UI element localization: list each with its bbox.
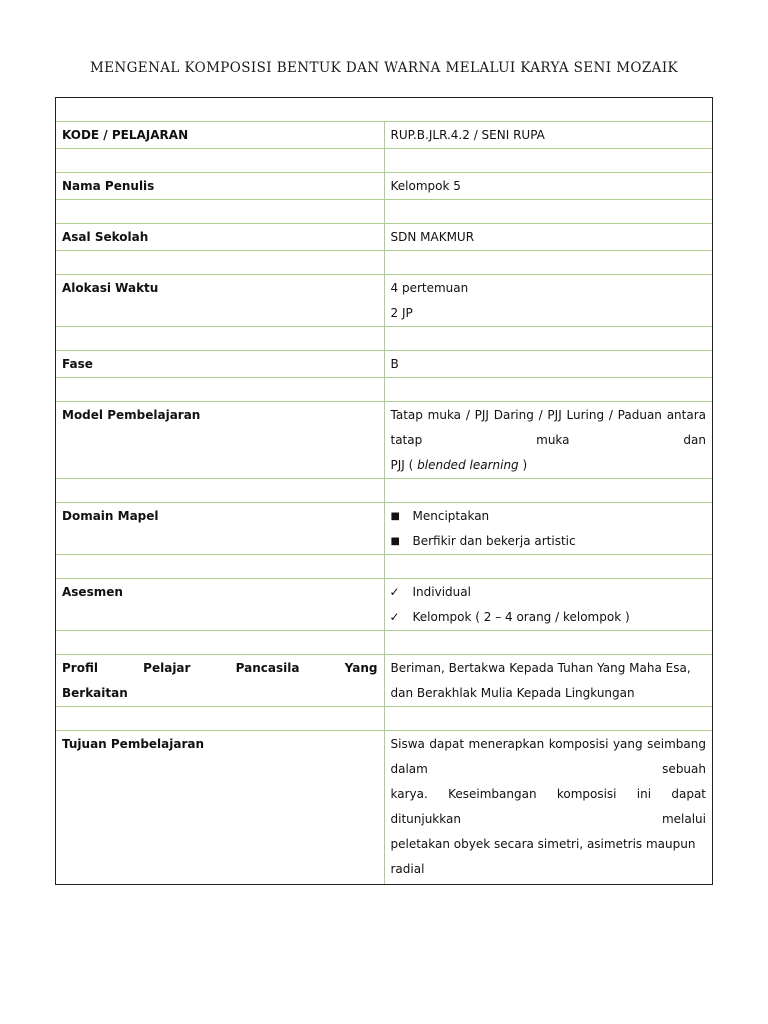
table-row-fase (56, 351, 712, 378)
row-value: B (384, 351, 712, 378)
table-spacer-row (56, 378, 712, 402)
row-label (56, 655, 384, 707)
table-spacer-row (56, 631, 712, 655)
row-value: Kelompok 5 (384, 173, 712, 200)
row-label: Asal Sekolah (56, 224, 384, 251)
list-item (391, 504, 707, 529)
asesmen-list (391, 580, 707, 630)
profil-line-2: dan Berakhlak Mulia Kepada Lingkungan (390, 686, 635, 700)
square-bullet-icon: ■ (390, 536, 400, 547)
row-label: Model Pembelajaran (56, 402, 384, 479)
table-row-profil (56, 655, 712, 707)
table-row-domain (56, 503, 712, 555)
row-value (384, 579, 712, 631)
list-item-text: Berfikir dan bekerja artistic (412, 534, 576, 548)
row-value: RUP.B.JLR.4.2 / SENI RUPA (384, 122, 712, 149)
domain-list (391, 504, 707, 554)
row-label: Tujuan Pembelajaran (56, 731, 384, 885)
list-item-text: Kelompok ( 2 – 4 orang / kelompok ) (412, 610, 630, 624)
model-line-1: Tatap muka / PJJ Daring / PJJ Luring / Paduan antara tatap muka dan (390, 408, 706, 447)
profil-label-line-1: Profil Pelajar Pancasila Yang (62, 661, 378, 675)
table-row-penulis (56, 173, 712, 200)
row-value (384, 731, 712, 885)
list-item-text: Individual (412, 585, 471, 599)
table-spacer-row (56, 327, 712, 351)
row-value (384, 503, 712, 555)
tujuan-line-2: karya. Keseimbangan komposisi ini dapat ditunjukkan melalui (390, 787, 706, 826)
square-bullet-icon: ■ (390, 511, 400, 522)
row-label: KODE / PELAJARAN (56, 122, 384, 149)
table-spacer-row (56, 707, 712, 731)
list-item (391, 529, 707, 554)
model-pre-text: PJJ ( (390, 458, 418, 472)
row-value (384, 275, 712, 327)
alokasi-pertemuan: 4 pertemuan (390, 281, 469, 295)
checkmark-icon: ✓ (389, 610, 400, 624)
table-spacer-row (56, 251, 712, 275)
lesson-info-table (55, 97, 713, 885)
row-label: Nama Penulis (56, 173, 384, 200)
table-row-model (56, 402, 712, 479)
table-row-kode (56, 122, 712, 149)
row-value: SDN MAKMUR (384, 224, 712, 251)
row-label: Fase (56, 351, 384, 378)
table-spacer-row (56, 479, 712, 503)
model-line-2 (391, 453, 707, 478)
row-value (384, 655, 712, 707)
table-row-sekolah (56, 224, 712, 251)
table-row-alokasi (56, 275, 712, 327)
row-value (384, 402, 712, 479)
table-spacer-row (56, 555, 712, 579)
row-label: Asesmen (56, 579, 384, 631)
tujuan-line-1: Siswa dapat menerapkan komposisi yang seimbang dalam sebuah (390, 737, 706, 776)
row-label: Alokasi Waktu (56, 275, 384, 327)
list-item (391, 580, 707, 605)
table-row-tujuan (56, 731, 712, 885)
row-label: Domain Mapel (56, 503, 384, 555)
table-spacer-row (56, 149, 712, 173)
profil-label-line-2: Berkaitan (62, 686, 128, 700)
table-row-asesmen (56, 579, 712, 631)
table-spacer-row (56, 200, 712, 224)
list-item-text: Menciptakan (412, 509, 490, 523)
model-post-text: ) (518, 458, 528, 472)
table-header-spacer (56, 98, 712, 122)
checkmark-icon: ✓ (389, 585, 400, 599)
tujuan-line-3: peletakan obyek secara simetri, asimetris maupun radial (390, 837, 696, 876)
profil-line-1: Beriman, Bertakwa Kepada Tuhan Yang Maha Esa, (390, 661, 691, 675)
list-item (391, 605, 707, 630)
document-title: MENGENAL KOMPOSISI BENTUK DAN WARNA MELALUI KARYA SENI MOZAIK (89, 60, 679, 76)
alokasi-jp: 2 JP (390, 306, 413, 320)
model-emphasis: blended learning (417, 458, 519, 472)
